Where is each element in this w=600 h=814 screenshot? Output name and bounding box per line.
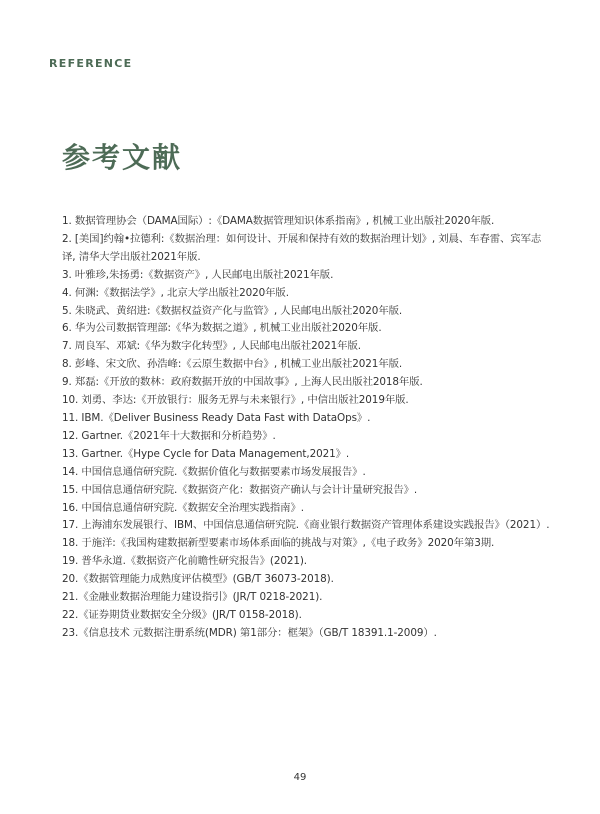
section-tag: REFERENCE [49,57,133,70]
reference-item: 17. 上海浦东发展银行、IBM、中国信息通信研究院.《商业银行数据资产管理体系建设实践报告》（2021）. [62,519,550,532]
reference-item: 15. 中国信息通信研究院.《数据资产化：数据资产确认与会计计量研究报告》. [62,483,418,496]
reference-item: 16. 中国信息通信研究院.《数据安全治理实践指南》. [62,501,304,514]
reference-item: 21.《金融业数据治理能力建设指引》(JR/T 0218-2021). [62,591,323,604]
reference-item: 1. 数据管理协会（DAMA国际）:《DAMA数据管理知识体系指南》, 机械工业出版社2020年版. [62,215,495,227]
reference-item: 5. 朱晓武、黄绍进:《数据权益资产化与监管》, 人民邮电出版社2020年版. [62,304,403,317]
reference-item: 13. Gartner.《Hype Cycle for Data Management,2021》. [62,447,350,460]
reference-item: 22.《证券期货业数据安全分级》(JR/T 0158-2018). [62,608,302,621]
reference-item: 18. 于施洋:《我国构建数据新型要素市场体系面临的挑战与对策》,《电子政务》2020年第3期. [62,537,495,550]
reference-item: 23.《信息技术 元数据注册系统(MDR) 第1部分：框架》（GB/T 18391.1-2009）. [62,626,437,639]
reference-item: 4. 何渊:《数据法学》, 北京大学出版社2020年版. [62,286,289,299]
reference-item: 9. 郑磊:《开放的数林：政府数据开放的中国故事》, 上海人民出版社2018年版. [62,376,423,389]
reference-item: 11. IBM.《Deliver Business Ready Data Fast with DataOps》. [62,411,371,424]
reference-item: 19. 普华永道.《数据资产化前瞻性研究报告》(2021). [62,555,308,568]
reference-item: 8. 彭峰、宋文欣、孙浩峰:《云原生数据中台》, 机械工业出版社2021年版. [62,358,403,371]
reference-item: 14. 中国信息通信研究院.《数据价值化与数据要素市场发展报告》. [62,465,366,478]
reference-item: 20.《数据管理能力成熟度评估模型》(GB/T 36073-2018). [62,573,334,586]
reference-item: 10. 刘勇、李达:《开放银行：服务无界与未来银行》, 中信出版社2019年版. [62,394,409,407]
reference-item: 7. 周良军、邓斌:《华为数字化转型》, 人民邮电出版社2021年版. [62,340,361,353]
reference-item: 3. 叶雅珍,朱扬勇:《数据资产》, 人民邮电出版社2021年版. [62,268,334,281]
reference-list [62,213,552,643]
reference-item: 2. [美国]约翰•拉德利:《数据治理：如何设计、开展和保持有效的数据治理计划》, 刘晨、车春雷、宾军志译, 清华大学出版社2021年版. [62,232,542,263]
reference-item: 12. Gartner.《2021年十大数据和分析趋势》. [62,429,276,442]
page-title: 参考文献 [62,141,183,174]
reference-item: 6. 华为公司数据管理部:《华为数据之道》, 机械工业出版社2020年版. [62,322,382,335]
page-number: 49 [293,772,307,783]
